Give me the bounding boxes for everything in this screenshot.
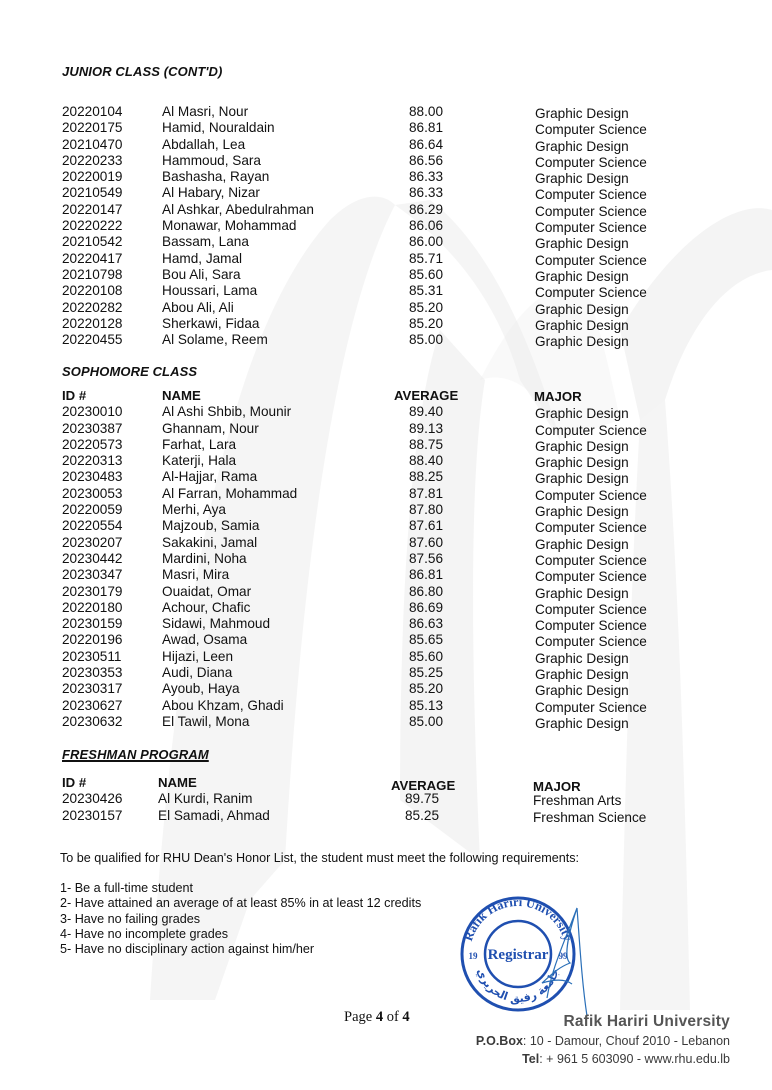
student-major: Graphic Design [535,406,629,422]
student-major: Computer Science [535,252,647,268]
table-row [0,600,772,616]
header-id: ID # [62,775,87,790]
student-name: Al Masri, Nour [162,104,249,119]
student-name: Abou Khzam, Ghadi [162,697,284,713]
student-major: Computer Science [535,487,647,503]
footer-contact [476,1013,730,1066]
requirements-list [60,881,421,957]
header-name: NAME [158,775,197,790]
header-average: AVERAGE [391,778,456,793]
student-average: 85.31 [409,283,444,299]
header-average: AVERAGE [394,388,459,403]
table-row [0,665,772,681]
student-average: 87.80 [409,502,444,518]
student-major: Computer Science [535,699,647,715]
student-average: 89.40 [409,404,444,420]
student-id: 20220059 [62,502,123,518]
student-average: 86.33 [409,185,444,201]
student-major: Graphic Design [535,536,629,552]
student-name: Al-Hajjar, Rama [162,469,258,485]
table-row [0,808,772,824]
student-average: 86.06 [409,218,444,234]
student-average: 88.25 [409,469,444,485]
student-average: 86.81 [409,120,444,136]
student-major: Graphic Design [535,138,629,154]
table-row [0,681,772,697]
table-row [0,202,772,218]
table-row [0,616,772,632]
requirement-item: 3- Have no failing grades [60,911,201,926]
student-major: Computer Science [535,634,647,650]
student-name: Abou Ali, Ali [162,299,234,315]
student-average: 85.00 [409,332,444,348]
svg-text:جامعة رفيق الحريري: جامعة رفيق الحريري [474,966,562,1006]
student-name: Hamd, Jamal [162,250,243,266]
table-row [0,316,772,332]
student-name: Mardini, Noha [162,550,247,566]
student-id: 20230157 [62,807,123,823]
student-id: 20230317 [62,681,123,697]
student-id: 20230442 [62,550,123,566]
student-average: 86.63 [409,616,444,632]
tel-text: : + 961 5 603090 - www.rhu.edu.lb [539,1052,730,1066]
freshman-header-row [0,775,772,794]
student-average: 85.20 [409,681,444,697]
sophomore-header-row [0,388,772,404]
student-name: Audi, Diana [162,665,233,681]
table-row [0,137,772,153]
student-id: 20230632 [62,713,123,729]
student-major: Graphic Design [535,504,629,520]
page-total: 4 [402,1009,410,1025]
student-average: 88.75 [409,436,444,452]
student-major: Computer Science [535,422,647,438]
student-id: 20230010 [62,404,123,420]
student-name: El Samadi, Ahmad [158,807,270,823]
section-title-sophomore: SOPHOMORE CLASS [62,364,198,379]
student-average: 85.25 [405,807,440,823]
student-name: Katerji, Hala [162,453,237,469]
table-row [0,584,772,600]
table-row [0,283,772,299]
header-id: ID # [62,388,87,403]
tel-label: Tel [522,1052,540,1066]
student-major: Graphic Design [535,438,629,454]
student-name: Al Habary, Nizar [162,185,260,201]
student-average: 85.25 [409,665,444,681]
student-name: Farhat, Lara [162,436,237,452]
student-id: 20230353 [62,665,123,681]
student-id: 20210798 [62,266,123,282]
student-name: Al Solame, Reem [162,332,268,348]
student-name: Masri, Mira [162,567,230,583]
student-average: 86.56 [409,152,444,168]
freshman-table [0,775,772,824]
student-name: Achour, Chafic [162,599,251,615]
student-average: 89.13 [409,420,444,436]
student-name: Awad, Osama [162,632,248,648]
student-id: 20230347 [62,567,123,583]
student-id: 20220128 [62,315,123,331]
student-major: Computer Science [535,203,647,219]
student-average: 86.64 [409,136,444,152]
student-id: 20210470 [62,136,123,152]
student-name: Al Farran, Mohammad [162,485,298,501]
registrar-stamp [452,888,612,1018]
student-major: Graphic Design [535,455,629,471]
junior-table [0,104,772,348]
student-id: 20230179 [62,583,123,599]
student-major: Graphic Design [535,715,629,731]
student-major: Graphic Design [535,667,629,683]
student-major: Graphic Design [535,317,629,333]
table-row [0,791,772,807]
sophomore-table [0,388,772,730]
requirements-intro: To be qualified for RHU Dean's Honor List, the student must meet the following requirements: [60,851,580,865]
student-major: Computer Science [535,122,647,138]
student-id: 20210542 [62,234,123,250]
student-id: 20220313 [62,453,123,469]
page-number [344,1009,410,1026]
student-major: Graphic Design [535,683,629,699]
table-row [0,567,772,583]
student-average: 86.00 [409,234,444,250]
footer-tel [476,1052,730,1066]
requirement-item: 4- Have no incomplete grades [60,926,229,941]
student-id: 20230387 [62,420,123,436]
header-name: NAME [162,388,201,403]
student-average: 88.40 [409,453,444,469]
student-average: 86.81 [409,567,444,583]
freshman-rows [0,791,772,824]
requirement-item: 1- Be a full-time student [60,881,193,895]
page-prefix: Page [344,1009,373,1025]
student-major: Graphic Design [535,650,629,666]
student-average: 85.60 [409,266,444,282]
table-row [0,251,772,267]
student-name: Abdallah, Lea [162,136,246,152]
student-average: 85.20 [409,315,444,331]
student-name: Hammoud, Sara [162,152,261,168]
pobox-label: P.O.Box [475,1034,523,1048]
page-current: 4 [375,1009,384,1025]
student-id: 20230159 [62,616,123,632]
student-major: Graphic Design [535,585,629,601]
student-average: 89.75 [405,791,440,807]
student-id: 20220019 [62,169,123,185]
student-id: 20220196 [62,632,123,648]
table-row [0,185,772,201]
table-row [0,300,772,316]
student-major: Computer Science [535,220,647,236]
table-row [0,486,772,502]
table-row [0,404,772,420]
student-name: Ayoub, Haya [162,681,240,697]
student-name: Ghannam, Nour [162,420,259,436]
student-average: 85.60 [409,648,444,664]
student-average: 85.65 [409,632,444,648]
sophomore-rows [0,404,772,730]
table-row [0,332,772,348]
section-title-freshman: FRESHMAN PROGRAM [62,747,209,762]
student-id: 20220233 [62,152,123,168]
table-row [0,551,772,567]
student-id: 20220554 [62,518,123,534]
student-major: Graphic Design [535,334,629,350]
student-name: Merhi, Aya [162,502,226,518]
student-average: 87.81 [409,485,444,501]
student-average: 88.00 [409,104,444,119]
student-major: Computer Science [535,569,647,585]
table-row [0,267,772,283]
student-name: Monawar, Mohammad [162,218,297,234]
student-major: Graphic Design [535,171,629,187]
header-major: MAJOR [533,779,581,794]
svg-text:Rafik Hariri University: Rafik Hariri University [461,894,575,943]
student-name: Hijazi, Leen [162,648,234,664]
student-name: Bou Ali, Sara [162,266,241,282]
student-name: Bashasha, Rayan [162,169,270,185]
header-major: MAJOR [534,389,582,404]
stamp-seal-icon [461,895,575,1010]
table-row [0,535,772,551]
student-id: 20220104 [62,104,123,119]
student-id: 20210549 [62,185,123,201]
table-row [0,518,772,534]
student-id: 20220282 [62,299,123,315]
student-major: Computer Science [535,520,647,536]
student-average: 86.80 [409,583,444,599]
student-major: Graphic Design [535,268,629,284]
student-id: 20220108 [62,283,123,299]
student-major: Freshman Arts [533,793,622,809]
student-id: 20230053 [62,485,123,501]
student-name: Al Ashi Shbib, Mounir [162,404,292,420]
student-name: Sakakini, Jamal [162,534,258,550]
svg-text:19: 19 [468,951,478,961]
student-name: Bassam, Lana [162,234,249,250]
student-name: Majzoub, Samia [162,518,260,534]
student-id: 20220455 [62,332,123,348]
table-row [0,469,772,485]
table-row [0,698,772,714]
student-name: Hamid, Nouraldain [162,120,275,136]
student-id: 20230511 [62,648,122,664]
student-id: 20220180 [62,599,123,615]
student-average: 85.71 [409,250,444,266]
page-of: of [386,1009,399,1025]
student-average: 85.20 [409,299,444,315]
table-row [0,714,772,730]
student-name: Sherkawi, Fidaa [162,315,260,331]
table-row [0,421,772,437]
address-text: : 10 - Damour, Chouf 2010 - Lebanon [522,1034,730,1048]
student-id: 20220222 [62,218,123,234]
table-row [0,120,772,136]
student-major: Graphic Design [535,236,629,252]
student-major: Computer Science [535,618,647,634]
footer-address [476,1034,730,1048]
requirement-item: 5- Have no disciplinary action against him/her [60,942,315,957]
student-id: 20230627 [62,697,123,713]
table-row [0,649,772,665]
student-id: 20230207 [62,534,123,550]
table-row [0,453,772,469]
student-major: Computer Science [535,285,647,301]
student-name: Sidawi, Mahmoud [162,616,271,632]
student-name: Al Ashkar, Abedulrahman [162,201,314,217]
student-average: 86.33 [409,169,444,185]
student-major: Freshman Science [533,809,647,825]
student-major: Computer Science [535,154,647,170]
table-row [0,218,772,234]
student-major: Graphic Design [535,471,629,487]
student-average: 85.13 [409,697,444,713]
table-row [0,153,772,169]
student-id: 20220147 [62,201,123,217]
student-major: Computer Science [535,552,647,568]
requirement-item: 2- Have attained an average of at least 85% in at least 12 credits [60,896,422,911]
student-average: 86.69 [409,599,444,615]
student-name: Houssari, Lama [162,283,258,299]
student-major: Graphic Design [535,301,629,317]
student-id: 20230426 [62,791,123,807]
student-id: 20230483 [62,469,123,485]
student-id: 20220417 [62,250,123,266]
svg-text:Registrar: Registrar [487,947,549,963]
student-name: El Tawil, Mona [162,713,250,729]
student-average: 86.29 [409,201,444,217]
student-average: 87.61 [409,518,444,534]
student-id: 20220573 [62,436,123,452]
student-average: 87.60 [409,534,444,550]
student-name: Ouaidat, Omar [162,583,252,599]
student-id: 20220175 [62,120,123,136]
student-name: Al Kurdi, Ranim [158,791,253,807]
student-average: 85.00 [409,713,444,729]
student-average: 87.56 [409,550,444,566]
table-row [0,632,772,648]
table-row [0,234,772,250]
student-major: Computer Science [535,187,647,203]
student-major: Graphic Design [535,106,629,121]
table-row [0,104,772,120]
table-row [0,502,772,518]
table-row [0,437,772,453]
student-major: Computer Science [535,601,647,617]
section-title-junior: JUNIOR CLASS (CONT'D) [62,64,223,79]
svg-text:99: 99 [558,951,568,961]
table-row [0,169,772,185]
footer-university: Rafik Hariri University [563,1013,730,1030]
